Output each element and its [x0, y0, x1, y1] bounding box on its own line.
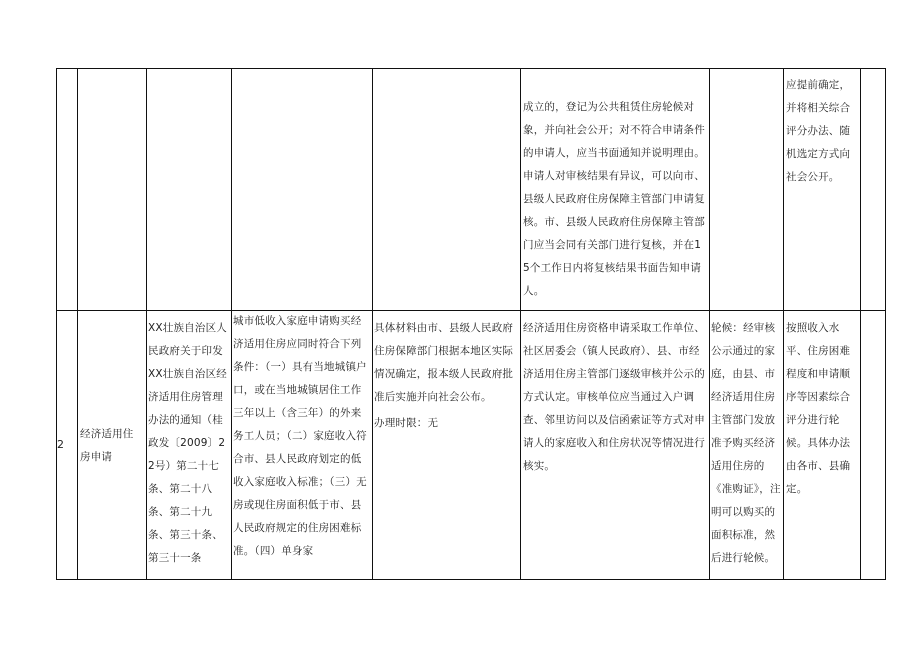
col-border — [860, 68, 861, 580]
row1-ranking-text: 应提前确定，并将相关综合评分办法、随机选定方式向社会公开。 — [786, 79, 851, 183]
legal-basis: XX壮族自治区人民政府关于印发XX壮族自治区经济适用住房管理办法的通知（桂政发〔2009〕22号）第二十七条、第二十八条、第二十九条、第三十条、第三十一条 — [148, 322, 227, 564]
col-border — [56, 68, 57, 580]
time-limit: 办理时限：无 — [374, 417, 439, 429]
col-border — [709, 68, 710, 580]
col-border — [520, 68, 521, 580]
waiting-rules: 轮候：经审核公示通过的家庭，由县、市经济适用住房主管部门发放准予购买经济适用住房的《准购证》，注明可以购买的面积标准，然后进行轮候。 — [711, 322, 781, 564]
table-top-border — [56, 68, 886, 69]
col-border — [885, 68, 886, 580]
item-name: 经济适用住房申请 — [80, 428, 134, 463]
row1-process-text: 成立的，登记为公共租赁住房轮候对象，并向社会公开；对不符合申请条件的申请人，应当书面通知并说明理由。申请人对审核结果有异议，可以向市、县级人民政府住房保障主管部门申请复核。市、县级人民政府住房保障主管部门应当会同有关部门进行复核，并在15个工作日内将复核结果书面告知申请人。 — [523, 101, 705, 297]
row-divider — [56, 310, 886, 311]
table-bottom-border — [56, 579, 886, 580]
required-materials: 具体材料由市、县级人民政府住房保障部门根据本地区实际情况确定，报本级人民政府批准后实施并向社会公布。 — [374, 322, 514, 403]
col-border — [372, 68, 373, 580]
procedure: 经济适用住房资格申请采取工作单位、社区居委会（镇人民政府）、县、市经济适用住房主管部门逐级审核并公示的方式认定。审核单位应当通过入户调查、邻里访问以及信函索证等方式对申请人的家庭收入和住房状况等情况进行核实。 — [523, 322, 705, 472]
col-border — [77, 68, 78, 580]
col-border — [231, 68, 232, 580]
col-border — [783, 68, 784, 580]
ranking-method: 按照收入水平、住房困难程度和申请顺序等因素综合评分进行轮候。具体办法由各市、县确定。 — [786, 322, 851, 495]
col-border — [146, 68, 147, 580]
application-conditions: 城市低收入家庭申请购买经济适用住房应同时符合下列条件：（一）具有当地城镇户口，或在当地城镇居住工作三年以上（含三年）的外来务工人员；（二）家庭收入符合市、县人民政府划定的低收入家庭收入标准；（三）无房或现住房面积低于市、县人民政府规定的住房困难标准。（四）单身家 — [233, 315, 367, 557]
row-number: 2 — [57, 438, 64, 451]
